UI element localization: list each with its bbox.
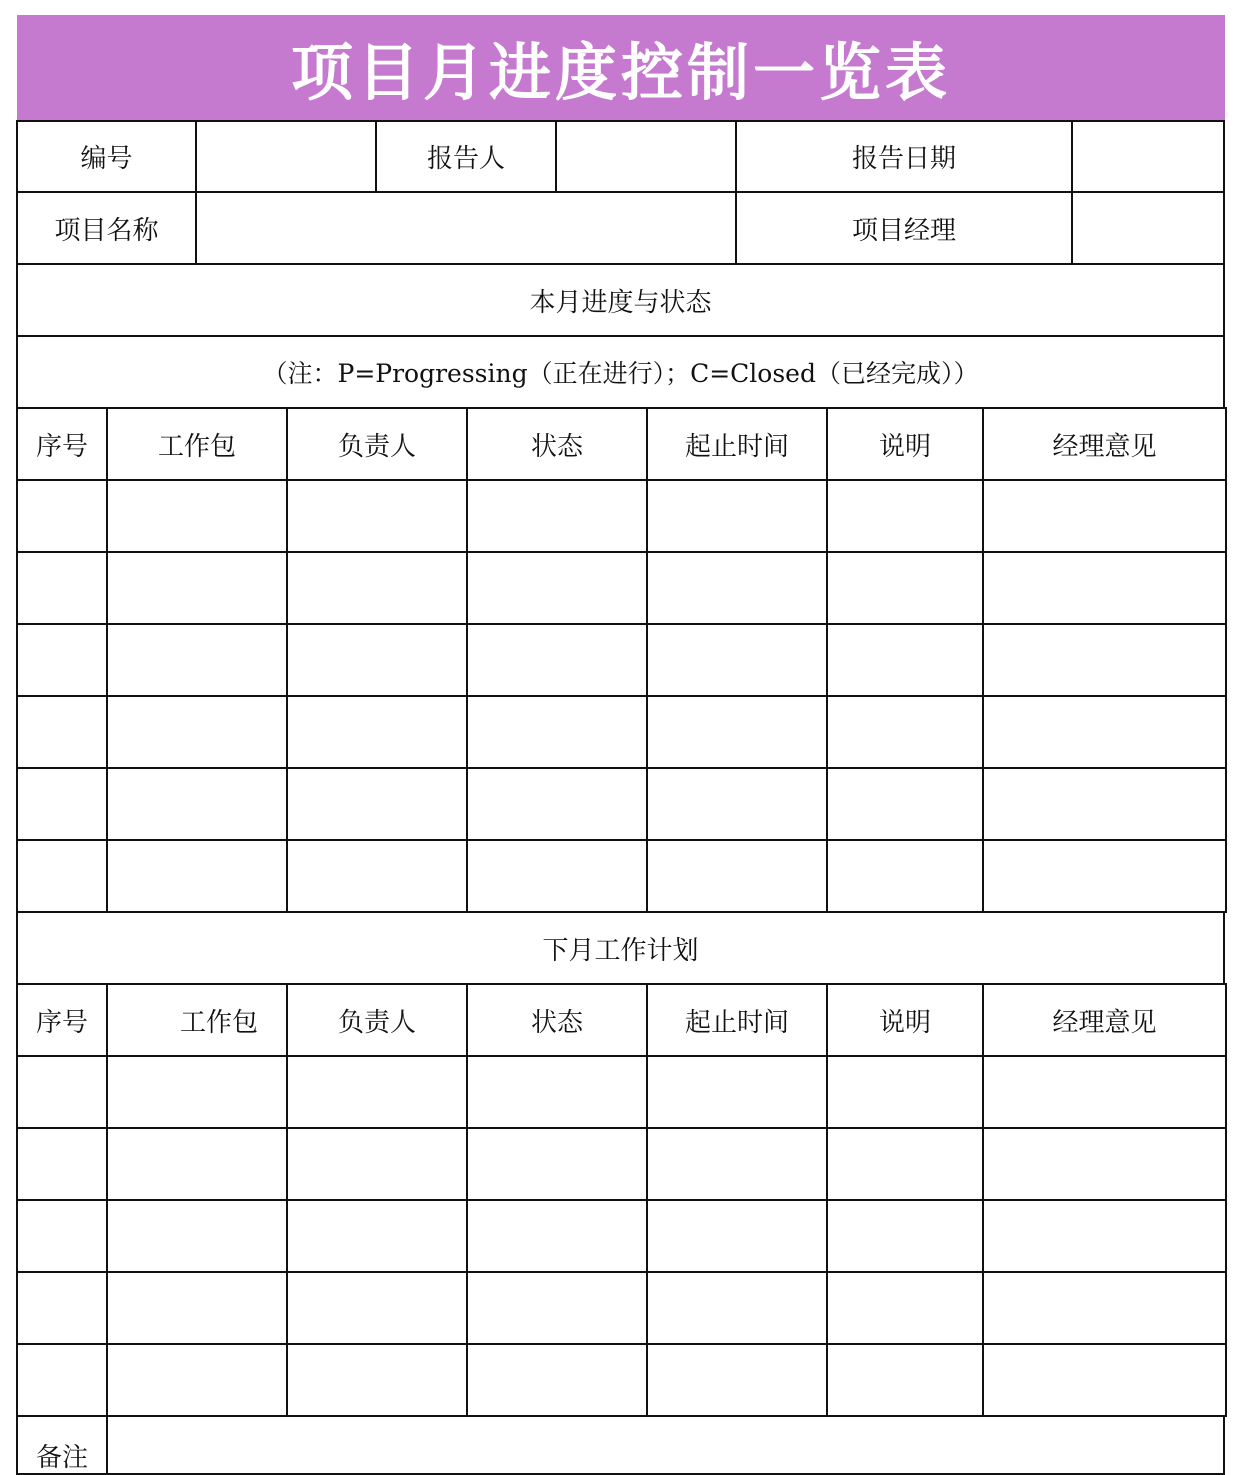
table-cell[interactable] (646, 1055, 828, 1129)
table-cell[interactable] (646, 479, 828, 553)
remarks-input-cell[interactable] (106, 1415, 1225, 1475)
column-header: 工作包 (106, 983, 288, 1057)
table-cell[interactable] (826, 551, 984, 625)
table-cell[interactable] (826, 839, 984, 913)
table-cell[interactable] (646, 839, 828, 913)
next-month-heading: 下月工作计划 (16, 911, 1225, 985)
table-cell[interactable] (646, 1271, 828, 1345)
table-cell[interactable] (826, 767, 984, 841)
table-cell[interactable] (646, 623, 828, 697)
number-input-cell[interactable] (195, 120, 377, 193)
table-cell[interactable] (286, 623, 468, 697)
project-manager-label: 项目经理 (735, 191, 1073, 265)
table-cell[interactable] (286, 839, 468, 913)
table-cell[interactable] (16, 623, 108, 697)
table-cell[interactable] (982, 767, 1227, 841)
table-cell[interactable] (466, 767, 648, 841)
table-cell[interactable] (16, 1343, 108, 1417)
column-header: 工作包 (106, 407, 288, 481)
column-header: 负责人 (286, 983, 468, 1057)
report-date-input-cell[interactable] (1071, 120, 1225, 193)
table-cell[interactable] (826, 1055, 984, 1129)
column-header: 序号 (16, 983, 108, 1057)
table-cell[interactable] (286, 1127, 468, 1201)
current-month-heading: 本月进度与状态 (16, 263, 1225, 337)
number-label: 编号 (16, 120, 197, 193)
table-cell[interactable] (646, 1127, 828, 1201)
column-header: 说明 (826, 983, 984, 1057)
table-cell[interactable] (16, 767, 108, 841)
table-cell[interactable] (106, 1055, 288, 1129)
table-cell[interactable] (16, 695, 108, 769)
table-cell[interactable] (646, 767, 828, 841)
reporter-label: 报告人 (375, 120, 557, 193)
table-cell[interactable] (106, 695, 288, 769)
table-cell[interactable] (286, 1199, 468, 1273)
table-cell[interactable] (286, 767, 468, 841)
table-cell[interactable] (982, 1199, 1227, 1273)
table-cell[interactable] (982, 623, 1227, 697)
table-cell[interactable] (646, 1199, 828, 1273)
table-cell[interactable] (286, 551, 468, 625)
table-cell[interactable] (106, 839, 288, 913)
column-header: 经理意见 (982, 407, 1227, 481)
table-cell[interactable] (16, 1271, 108, 1345)
table-cell[interactable] (106, 1271, 288, 1345)
table-cell[interactable] (982, 1343, 1227, 1417)
table-cell[interactable] (16, 551, 108, 625)
table-cell[interactable] (982, 695, 1227, 769)
report-date-label: 报告日期 (735, 120, 1073, 193)
table-cell[interactable] (466, 839, 648, 913)
table-cell[interactable] (16, 1127, 108, 1201)
remarks-label: 备注 (16, 1415, 108, 1475)
table-cell[interactable] (286, 1271, 468, 1345)
column-header: 经理意见 (982, 983, 1227, 1057)
table-cell[interactable] (826, 479, 984, 553)
table-cell[interactable] (466, 479, 648, 553)
column-header: 起止时间 (646, 983, 828, 1057)
project-name-input-cell[interactable] (195, 191, 737, 265)
table-cell[interactable] (826, 623, 984, 697)
project-name-label: 项目名称 (16, 191, 197, 265)
table-cell[interactable] (982, 1271, 1227, 1345)
table-cell[interactable] (16, 479, 108, 553)
table-cell[interactable] (466, 551, 648, 625)
table-cell[interactable] (466, 1271, 648, 1345)
table-cell[interactable] (466, 1055, 648, 1129)
table-cell[interactable] (106, 479, 288, 553)
table-cell[interactable] (106, 551, 288, 625)
table-cell[interactable] (106, 1199, 288, 1273)
table-cell[interactable] (106, 767, 288, 841)
table-cell[interactable] (982, 1055, 1227, 1129)
column-header: 序号 (16, 407, 108, 481)
project-manager-input-cell[interactable] (1071, 191, 1225, 265)
table-cell[interactable] (826, 695, 984, 769)
table-cell[interactable] (16, 1199, 108, 1273)
table-cell[interactable] (106, 623, 288, 697)
table-cell[interactable] (982, 551, 1227, 625)
column-header: 说明 (826, 407, 984, 481)
table-cell[interactable] (826, 1271, 984, 1345)
table-cell[interactable] (16, 839, 108, 913)
table-cell[interactable] (286, 695, 468, 769)
table-cell[interactable] (466, 1127, 648, 1201)
status-note: （注：P=Progressing（正在进行）；C=Closed（已经完成）） (16, 335, 1225, 409)
table-cell[interactable] (982, 479, 1227, 553)
page-title: 项目月进度控制一览表 (17, 15, 1225, 120)
table-cell[interactable] (106, 1127, 288, 1201)
table-cell[interactable] (286, 1343, 468, 1417)
table-cell[interactable] (826, 1127, 984, 1201)
column-header: 起止时间 (646, 407, 828, 481)
table-cell[interactable] (982, 1127, 1227, 1201)
table-cell[interactable] (826, 1343, 984, 1417)
table-cell[interactable] (646, 1343, 828, 1417)
table-cell[interactable] (982, 839, 1227, 913)
table-cell[interactable] (466, 1343, 648, 1417)
table-cell[interactable] (646, 695, 828, 769)
table-cell[interactable] (16, 1055, 108, 1129)
table-cell[interactable] (286, 479, 468, 553)
table-cell[interactable] (826, 1199, 984, 1273)
table-cell[interactable] (286, 1055, 468, 1129)
table-cell[interactable] (646, 551, 828, 625)
table-cell[interactable] (106, 1343, 288, 1417)
reporter-input-cell[interactable] (555, 120, 737, 193)
table-cell[interactable] (466, 623, 648, 697)
column-header: 负责人 (286, 407, 468, 481)
column-header: 状态 (466, 407, 648, 481)
column-header: 状态 (466, 983, 648, 1057)
table-cell[interactable] (466, 695, 648, 769)
table-cell[interactable] (466, 1199, 648, 1273)
